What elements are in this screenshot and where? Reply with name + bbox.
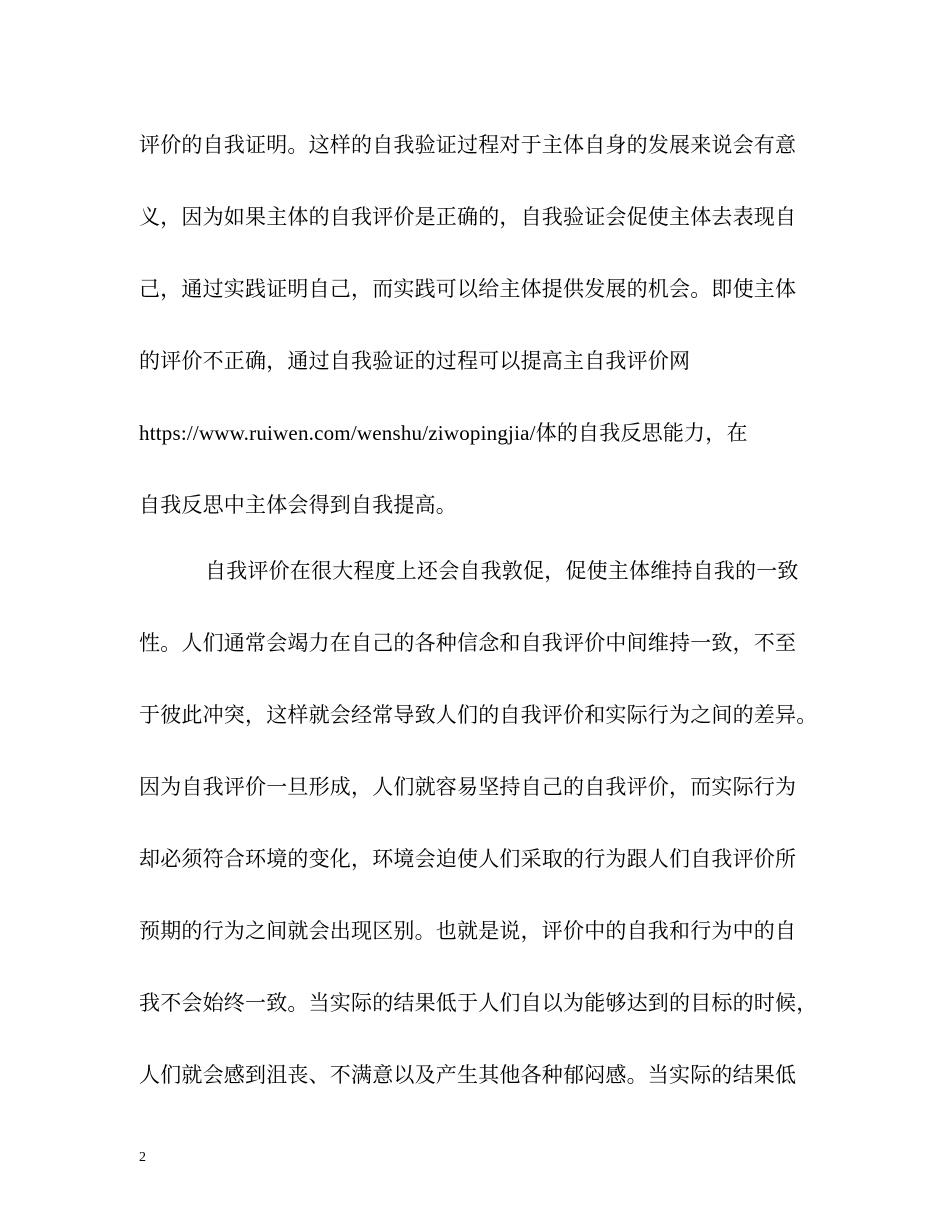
text-line: 自我反思中主体会得到自我提高。	[139, 493, 457, 517]
text-line: 性。人们通常会竭力在自己的各种信念和自我评价中间维持一致，不至	[139, 631, 797, 655]
url-text-line	[139, 419, 748, 447]
text-line: 却必须符合环境的变化，环境会迫使人们采取的行为跟人们自我评价所	[139, 847, 797, 871]
text-line: 己，通过实践证明自己，而实践可以给主体提供发展的机会。即使主体	[139, 277, 797, 301]
website-link[interactable]: https://www.ruiwen.com/wenshu/ziwopingjia/	[139, 421, 536, 445]
text-line: 的评价不正确，通过自我验证的过程可以提高主自我评价网	[139, 349, 691, 373]
text-line: 人们就会感到沮丧、不满意以及产生其他各种郁闷感。当实际的结果低	[139, 1063, 797, 1087]
text-line: 我不会始终一致。当实际的结果低于人们自以为能够达到的目标的时候，	[139, 991, 818, 1015]
text-line: 义，因为如果主体的自我评价是正确的，自我验证会促使主体去表现自	[139, 205, 797, 229]
text-line: 于彼此冲突，这样就会经常导致人们的自我评价和实际行为之间的差异。	[139, 703, 818, 727]
text-line: 因为自我评价一旦形成，人们就容易坚持自己的自我评价，而实际行为	[139, 775, 797, 799]
text-fragment: 体的自我反思能力，在	[535, 421, 748, 445]
text-line: 预期的行为之间就会出现区别。也就是说，评价中的自我和行为中的自	[139, 919, 797, 943]
text-line: 评价的自我证明。这样的自我验证过程对于主体自身的发展来说会有意	[139, 133, 797, 157]
page-number: 2	[139, 1150, 146, 1165]
paragraph-first-line: 自我评价在很大程度上还会自我敦促，促使主体维持自我的一致	[205, 559, 799, 583]
